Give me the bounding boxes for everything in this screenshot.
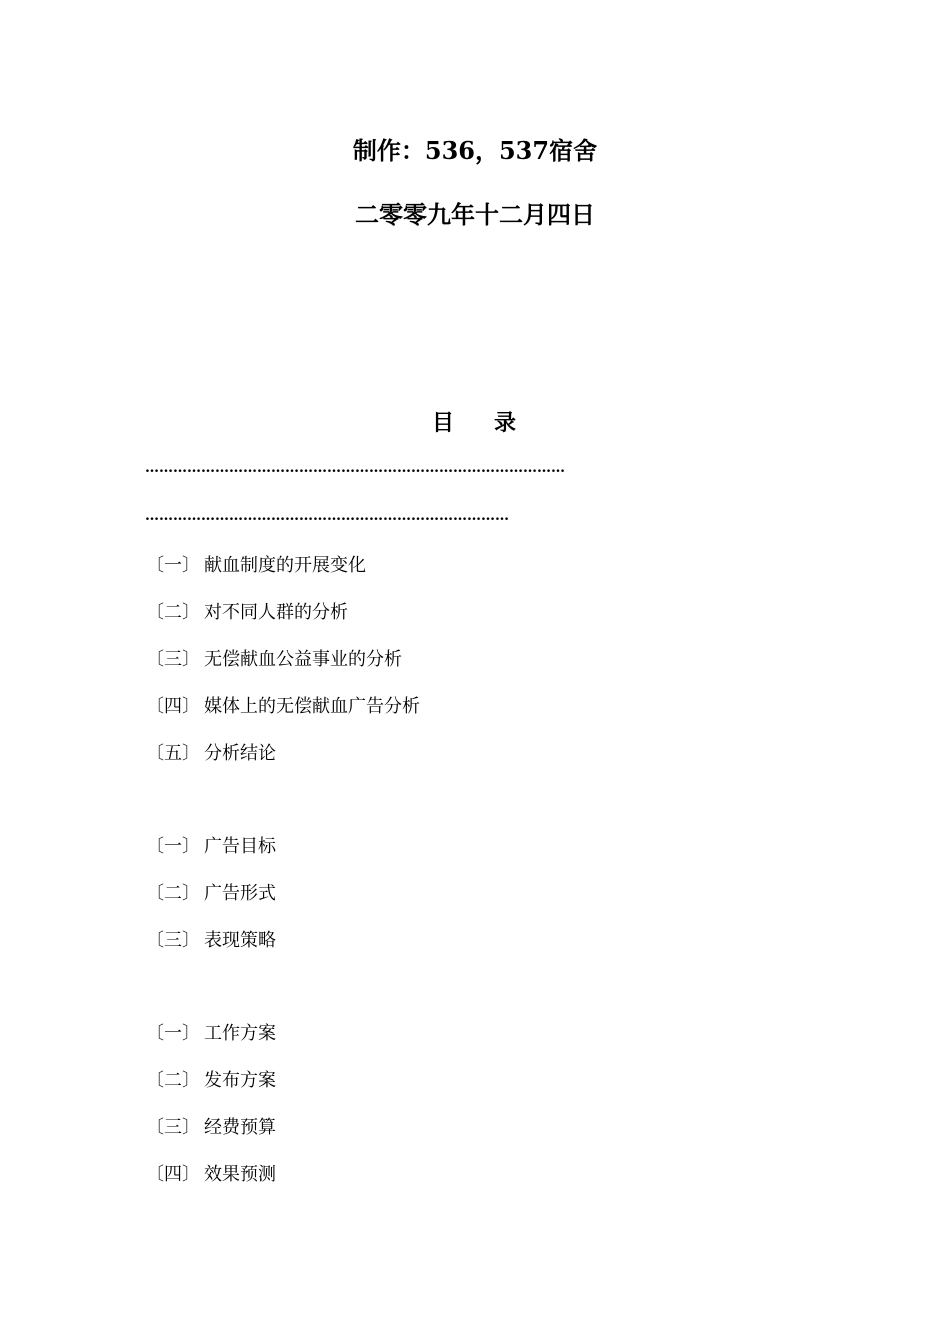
toc-section-1 [146,553,420,788]
toc-item-number: 〔三〕 [146,930,200,951]
toc-item-label: 工作方案 [204,1023,276,1044]
toc-leader-dots: …………………………………………………………………… [145,508,509,524]
toc-item [146,600,420,647]
toc-title [0,408,950,438]
toc-item-number: 〔二〕 [146,1070,200,1091]
toc-item-label: 效果预测 [204,1164,276,1185]
toc-section-2 [146,834,276,975]
toc-item [146,1115,276,1162]
toc-item [146,881,276,928]
toc-item [146,1021,276,1068]
toc-item-label: 发布方案 [204,1070,276,1091]
toc-item-label: 对不同人群的分析 [204,602,348,623]
toc-leader-dots: ……………………………………………………………………………… [145,460,565,476]
toc-item [146,1068,276,1115]
toc-item-number: 〔三〕 [146,1117,200,1138]
toc-item [146,553,420,600]
toc-item-number: 〔一〕 [146,836,200,857]
toc-item-number: 〔一〕 [146,555,200,576]
toc-section-3 [146,1021,276,1209]
toc-item [146,647,420,694]
toc-item-label: 无偿献血公益事业的分析 [204,649,402,670]
toc-title-right: 录 [494,410,519,436]
toc-item [146,741,420,788]
toc-item-number: 〔三〕 [146,649,200,670]
toc-item-label: 献血制度的开展变化 [204,555,366,576]
toc-item [146,1162,276,1209]
toc-item-label: 广告目标 [204,836,276,857]
toc-item-label: 经费预算 [204,1117,276,1138]
toc-item-label: 分析结论 [204,743,276,764]
toc-item-label: 广告形式 [204,883,276,904]
toc-item-label: 表现策略 [204,930,276,951]
toc-item-number: 〔二〕 [146,602,200,623]
toc-item-label: 媒体上的无偿献血广告分析 [204,696,420,717]
toc-item-number: 〔一〕 [146,1023,200,1044]
toc-title-left: 目 [431,410,456,436]
toc-item-number: 〔二〕 [146,883,200,904]
maker-line: 制作：536，537宿舍 [352,136,598,165]
toc-item [146,928,276,975]
toc-item-number: 〔五〕 [146,743,200,764]
toc-item-number: 〔四〕 [146,696,200,717]
toc-item [146,834,276,881]
toc-item-number: 〔四〕 [146,1164,200,1185]
toc-item [146,694,420,741]
date-line: 二零零九年十二月四日 [355,200,595,229]
